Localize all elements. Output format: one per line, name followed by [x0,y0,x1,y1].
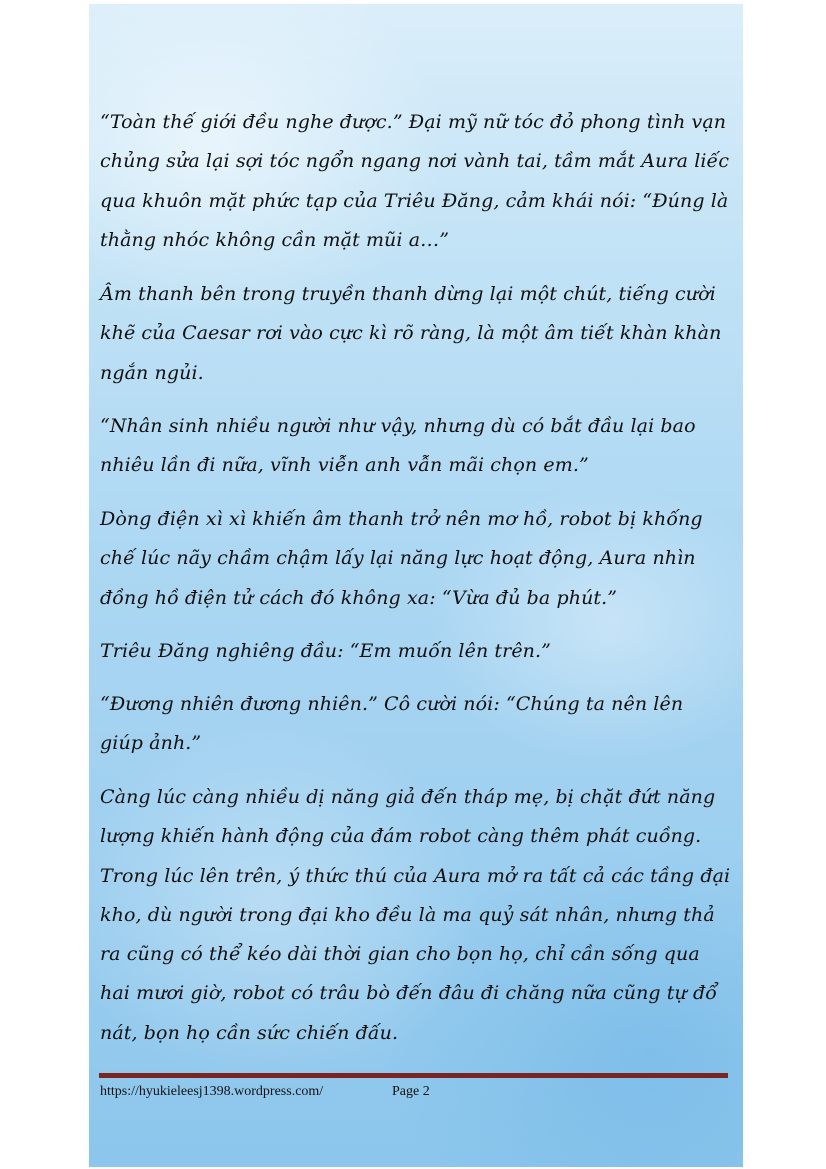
paragraph: Triêu Đăng nghiêng đầu: “Em muốn lên trên.” [100,640,551,662]
paragraph: Dòng điện xì xì khiến âm thanh trở nên mơ hồ, robot bị khống chế lúc nãy chầm chậm lấy lại năng lực hoạt động, Aura nhìn đồng hồ điện tử cách đó không xa: “Vừa đủ ba phút.” [100,508,703,609]
paragraph: “Nhân sinh nhiều người như vậy, nhưng dù có bắt đầu lại bao nhiêu lần đi nữa, vĩnh viễn anh vẫn mãi chọn em.” [100,415,696,477]
paragraph: Âm thanh bên trong truyền thanh dừng lại một chút, tiếng cười khẽ của Caesar rơi vào cực kì rõ ràng, là một âm tiết khàn khàn ngắn ngủi. [100,283,722,384]
footer-divider [99,1073,728,1078]
paragraph: “Toàn thế giới đều nghe được.” Đại mỹ nữ tóc đỏ phong tình vạn chủng sửa lại sợi tóc ngổn ngang nơi vành tai, tầm mắt Aura liếc qua khuôn mặt phức tạp của Triêu Đăng, cảm khái nói: “Đúng là thằng nhóc không cần mặt mũi a…” [100,111,730,251]
paragraph: “Đương nhiên đương nhiên.” Cô cười nói: “Chúng ta nên lên giúp ảnh.” [100,693,684,755]
document-page [89,4,743,1167]
footer-url: https://hyukieleesj1398.wordpress.com/ [100,1084,324,1099]
paragraph: Càng lúc càng nhiều dị năng giả đến tháp mẹ, bị chặt đứt năng lượng khiến hành động của đám robot càng thêm phát cuồng. Trong lúc lên trên, ý thức thú của Aura mở ra tất cả các tầng đại kho, dù người trong đại kho đều là ma quỷ sát nhân, nhưng thả ra cũng có thể kéo dài thời gian cho bọn họ, chỉ cần sống qua hai mươi giờ, robot có trâu bò đến đâu đi chăng nữa cũng tự đổ nát, bọn họ cần sức chiến đấu. [100,786,731,1044]
page-number: Page 2 [392,1084,430,1099]
